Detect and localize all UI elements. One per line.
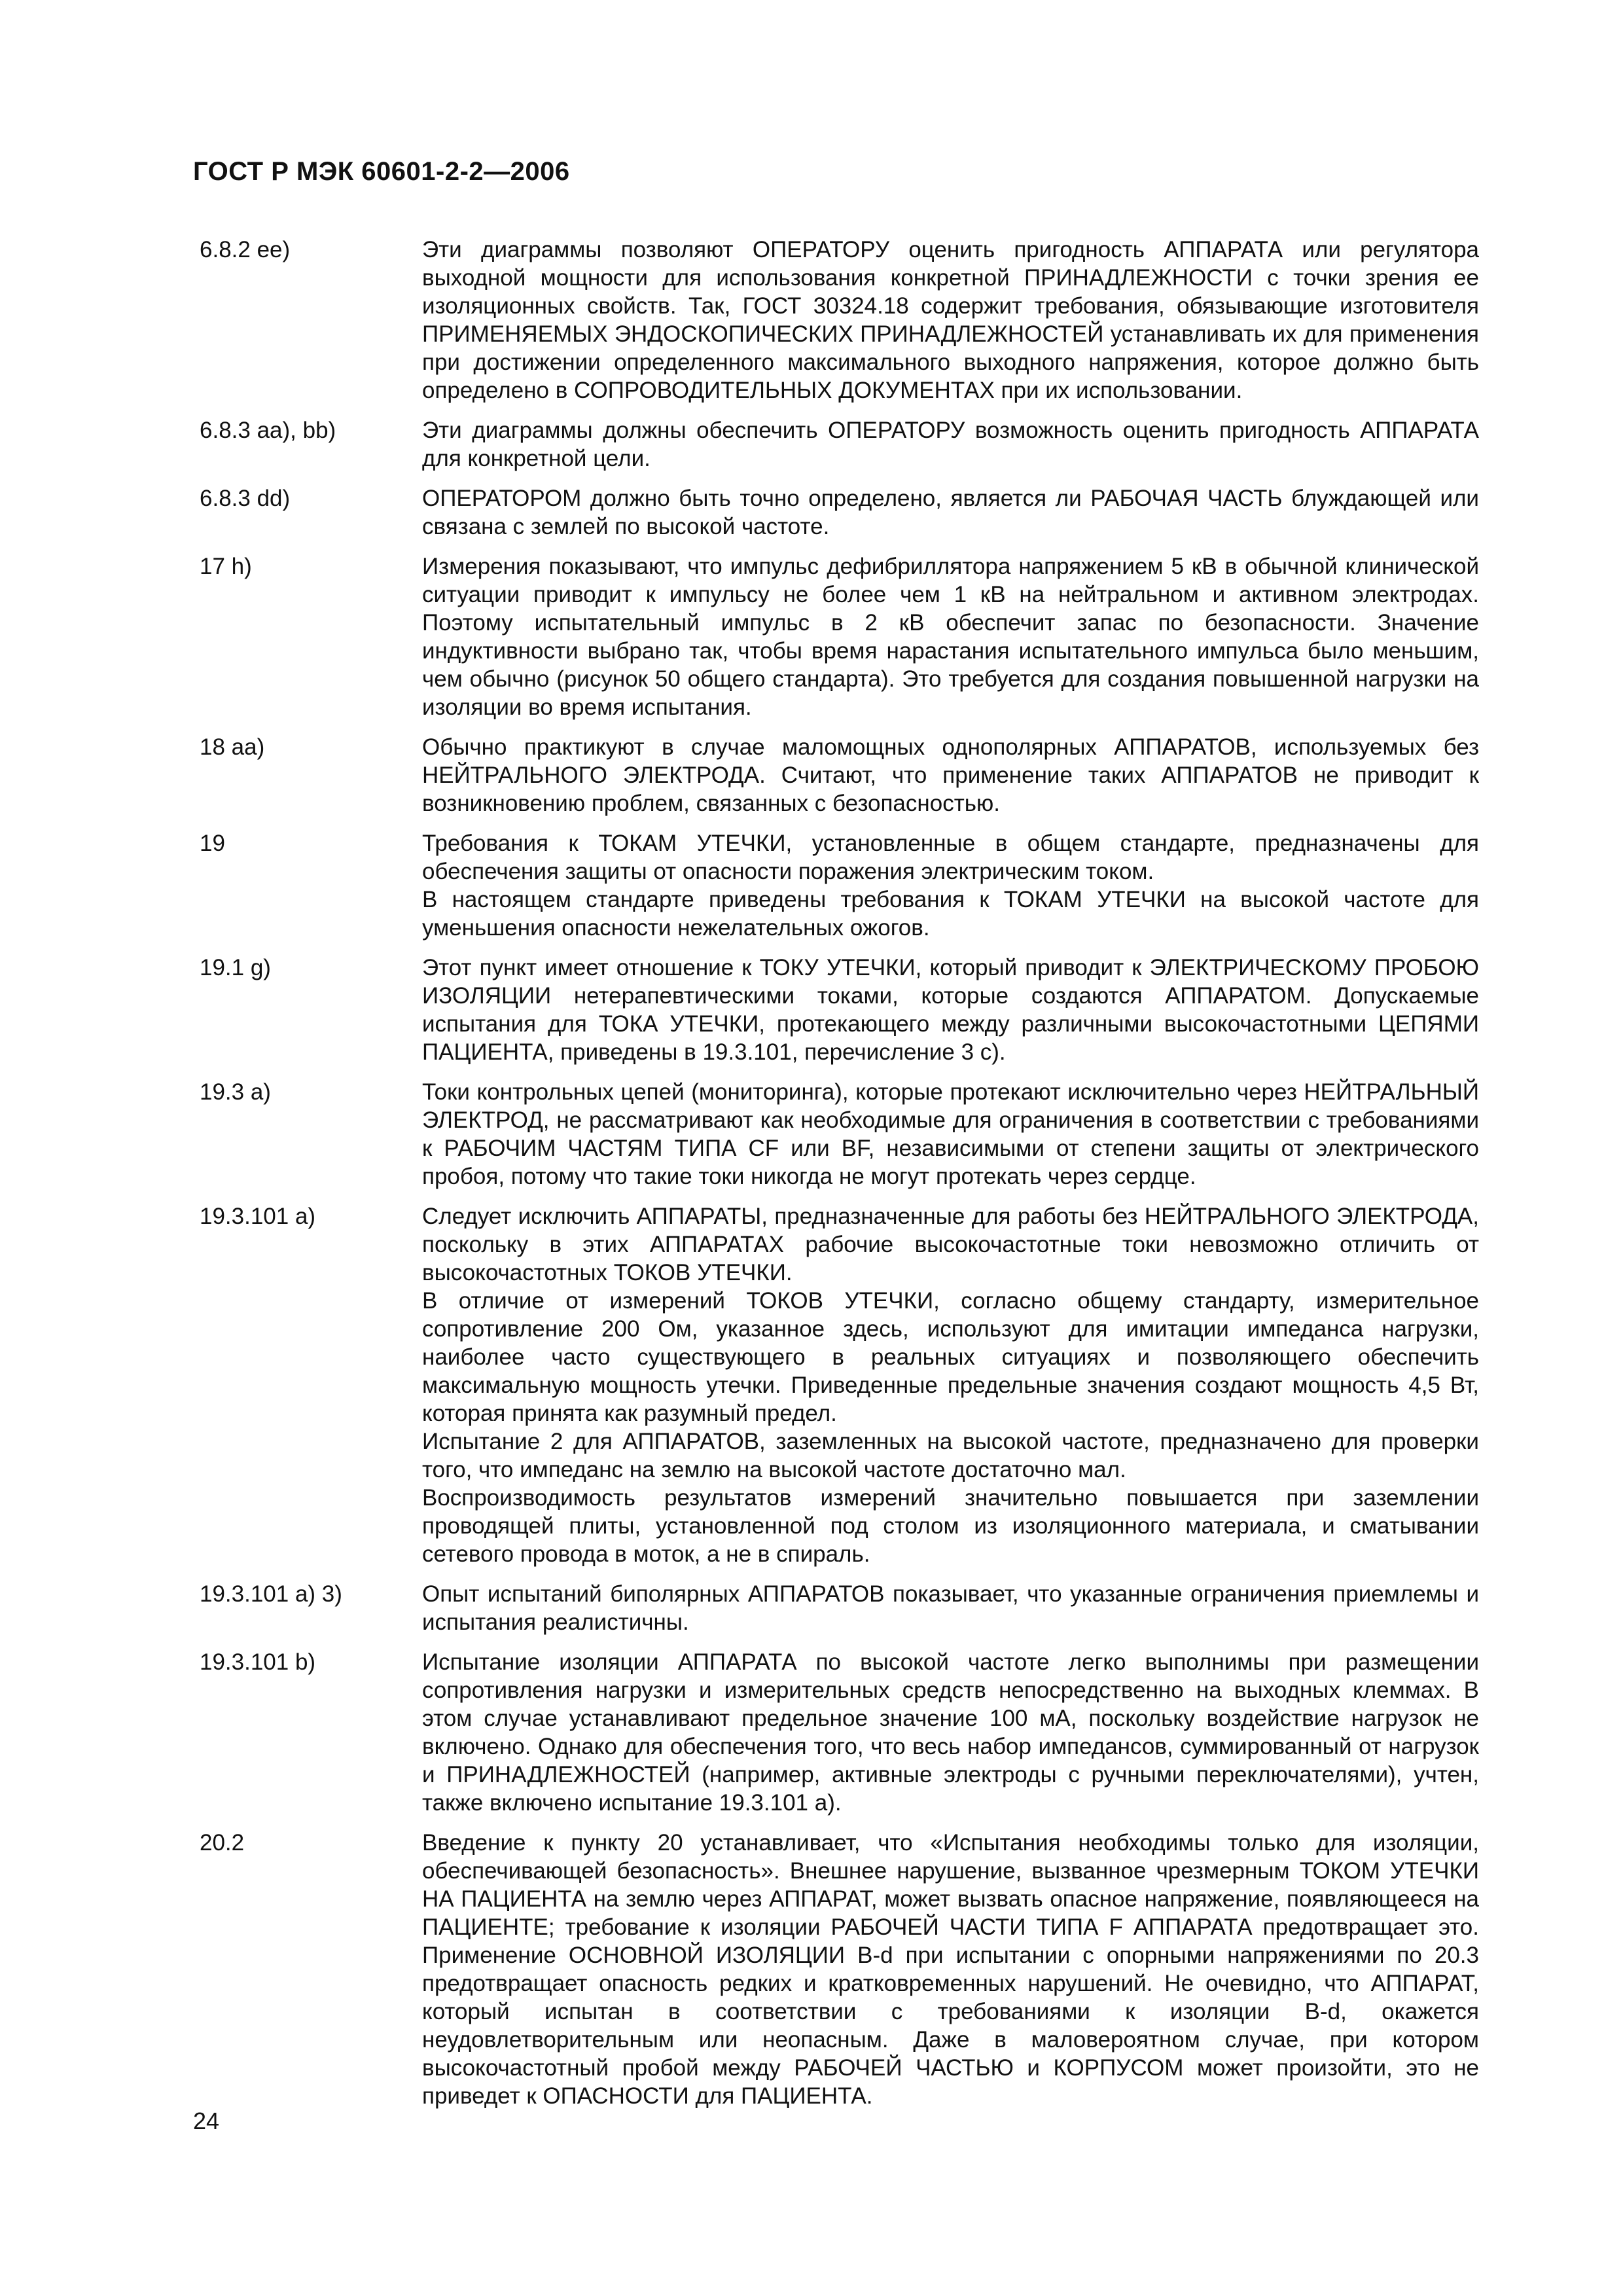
page-number: 24	[193, 2108, 220, 2134]
clause-ref: 19.3.101 а)	[200, 1204, 316, 1229]
clause-text	[422, 829, 1479, 942]
clause-entry	[200, 1829, 1479, 2110]
clause-entry	[200, 733, 1479, 817]
clause-text	[422, 733, 1479, 817]
clause-paragraph: Требования к ТОКАМ УТЕЧКИ, установленные в общем стандарте, предназначены для обеспечения защиты от опасности поражения электрическим током.	[422, 831, 1479, 884]
clause-paragraph: Эти диаграммы позволяют ОПЕРАТОРУ оценить пригодность АППАРАТА или регулятора выходной мощности для использования конкретной ПРИНАДЛЕЖНОСТИ с точки зрения ее изоляционных свойств. Так, ГОСТ 30324.18 содержит требования, обязывающие изготовителя ПРИМЕНЯЕМЫХ ЭНДОСКОПИЧЕСКИХ ПРИНАДЛЕЖНОСТЕЙ устанавливать их для применения при достижении определенного максимального выходного напряжения, которое должно быть определено в СОПРОВОДИТЕЛЬНЫХ ДОКУМЕНТАХ при их использовании.	[422, 237, 1479, 403]
clause-entry	[200, 1648, 1479, 1817]
clause-text	[422, 1648, 1479, 1817]
clause-ref: 6.8.3 аа), bb)	[200, 418, 336, 443]
clause-paragraph: Опыт испытаний биполярных АППАРАТОВ показывает, что указанные ограничения приемлемы и испытания реалистичны.	[422, 1581, 1479, 1635]
clause-paragraph: В настоящем стандарте приведены требования к ТОКАМ УТЕЧКИ на высокой частоте для уменьшения опасности нежелательных ожогов.	[422, 887, 1479, 941]
clause-ref: 19.3.101 b)	[200, 1649, 316, 1675]
clause-entry	[200, 829, 1479, 942]
clause-paragraph: Эти диаграммы должны обеспечить ОПЕРАТОРУ возможность оценить пригодность АППАРАТА для конкретной цели.	[422, 418, 1479, 471]
clause-text	[422, 552, 1479, 721]
document-header: ГОСТ Р МЭК 60601-2-2—2006	[193, 157, 570, 186]
clause-ref: 19	[200, 831, 225, 856]
clause-ref: 19.1 g)	[200, 955, 271, 980]
clause-entry	[200, 552, 1479, 721]
clause-paragraph: Токи контрольных цепей (мониторинга), которые протекают исключительно через НЕЙТРАЛЬНЫЙ ЭЛЕКТРОД, не рассматривают как необходимые для ограничения в соответствии с требованиями к РАБОЧИМ ЧАСТЯМ ТИПА CF или BF, независимыми от степени защиты от электрического пробоя, потому что такие токи никогда не могут протекать через сердце.	[422, 1079, 1479, 1189]
clause-text	[422, 1580, 1479, 1636]
clause-entry	[200, 1580, 1479, 1636]
clause-text	[422, 1829, 1479, 2110]
clause-ref: 18 аа)	[200, 734, 265, 760]
clause-text	[422, 416, 1479, 473]
clause-paragraph: Воспроизводимость результатов измерений значительно повышается при заземлении проводящей плиты, установленной под столом из изоляционного материала, и сматывании сетевого провода в моток, а не в спираль.	[422, 1485, 1479, 1567]
clause-list	[200, 236, 1479, 2122]
clause-paragraph: Следует исключить АППАРАТЫ, предназначенные для работы без НЕЙТРАЛЬНОГО ЭЛЕКТРОДА, поскольку в этих АППАРАТАХ рабочие высокочастотные токи невозможно отличить от высокочастотных ТОКОВ УТЕЧКИ.	[422, 1204, 1479, 1285]
clause-paragraph: Измерения показывают, что импульс дефибриллятора напряжением 5 кВ в обычной клинической ситуации приводит к импульсу не более чем 1 кВ на нейтральном и активном электродах. Поэтому испытательный импульс в 2 кВ обеспечит запас по безопасности. Значение индуктивности выбрано так, чтобы время нарастания испытательного импульса было меньшим, чем обычно (рисунок 50 общего стандарта). Это требуется для создания повышенной нагрузки на изоляции во время испытания.	[422, 554, 1479, 720]
clause-paragraph: Испытание 2 для АППАРАТОВ, заземленных на высокой частоте, предназначено для проверки того, что импеданс на землю на высокой частоте достаточно мал.	[422, 1429, 1479, 1482]
clause-ref: 17 h)	[200, 554, 252, 579]
clause-ref: 20.2	[200, 1830, 245, 1856]
clause-text	[422, 1078, 1479, 1191]
clause-ref: 19.3 а)	[200, 1079, 271, 1105]
clause-ref: 19.3.101 а) 3)	[200, 1581, 342, 1607]
clause-text	[422, 1202, 1479, 1568]
clause-paragraph: Испытание изоляции АППАРАТА по высокой частоте легко выполнимы при размещении сопротивления нагрузки и измерительных средств непосредственно на выходных клеммах. В этом случае устанавливают предельное значение 100 мА, поскольку воздействие нагрузок не включено. Однако для обеспечения того, что весь набор импедансов, суммированный от нагрузок и ПРИНАДЛЕЖНОСТЕЙ (например, активные электроды с ручными переключателями), учтен, также включено испытание 19.3.101 а).	[422, 1649, 1479, 1816]
clause-entry	[200, 1202, 1479, 1568]
clause-ref: 6.8.3 dd)	[200, 486, 291, 511]
clause-entry	[200, 1078, 1479, 1191]
clause-paragraph: В отличие от измерений ТОКОВ УТЕЧКИ, согласно общему стандарту, измерительное сопротивление 200 Ом, указанное здесь, используют для имитации импеданса нагрузки, наиболее часто существующего в реальных ситуациях и позволяющего обеспечить максимальную мощность утечки. Приведенные предельные значения создают мощность 4,5 Вт, которая принята как разумный предел.	[422, 1288, 1479, 1426]
clause-entry	[200, 416, 1479, 473]
clause-paragraph: ОПЕРАТОРОМ должно быть точно определено, является ли РАБОЧАЯ ЧАСТЬ блуждающей или связана с землей по высокой частоте.	[422, 486, 1479, 539]
clause-text	[422, 484, 1479, 541]
clause-entry	[200, 484, 1479, 541]
clause-entry	[200, 954, 1479, 1066]
clause-paragraph: Введение к пункту 20 устанавливает, что «Испытания необходимы только для изоляции, обеспечивающей безопасность». Внешнее нарушение, вызванное чрезмерным ТОКОМ УТЕЧКИ НА ПАЦИЕНТА на землю через АППАРАТ, может вызвать опасное напряжение, появляющееся на ПАЦИЕНТЕ; требование к изоляции РАБОЧЕЙ ЧАСТИ ТИПА F АППАРАТА предотвращает это. Применение ОСНОВНОЙ ИЗОЛЯЦИИ B-d при испытании с опорными напряжениями по 20.3 предотвращает опасность редких и кратковременных нарушений. Не очевидно, что АППАРАТ, который испытан в соответствии с требованиями к изоляции B-d, окажется неудовлетворительным или неопасным. Даже в маловероятном случае, при котором высокочастотный пробой между РАБОЧЕЙ ЧАСТЬЮ и КОРПУСОМ может произойти, это не приведет к ОПАСНОСТИ для ПАЦИЕНТА.	[422, 1830, 1479, 2109]
clause-text	[422, 954, 1479, 1066]
clause-entry	[200, 236, 1479, 404]
clause-paragraph: Обычно практикуют в случае маломощных однополярных АППАРАТОВ, используемых без НЕЙТРАЛЬНОГО ЭЛЕКТРОДА. Считают, что применение таких АППАРАТОВ не приводит к возникновению проблем, связанных с безопасностью.	[422, 734, 1479, 816]
clause-ref: 6.8.2 ее)	[200, 237, 291, 262]
clause-text	[422, 236, 1479, 404]
clause-paragraph: Этот пункт имеет отношение к ТОКУ УТЕЧКИ, который приводит к ЭЛЕКТРИЧЕСКОМУ ПРОБОЮ ИЗОЛЯЦИИ нетерапевтическими токами, которые создаются АППАРАТОМ. Допускаемые испытания для ТОКА УТЕЧКИ, протекающего между различными высокочастотными ЦЕПЯМИ ПАЦИЕНТА, приведены в 19.3.101, перечисление 3 с).	[422, 955, 1479, 1065]
